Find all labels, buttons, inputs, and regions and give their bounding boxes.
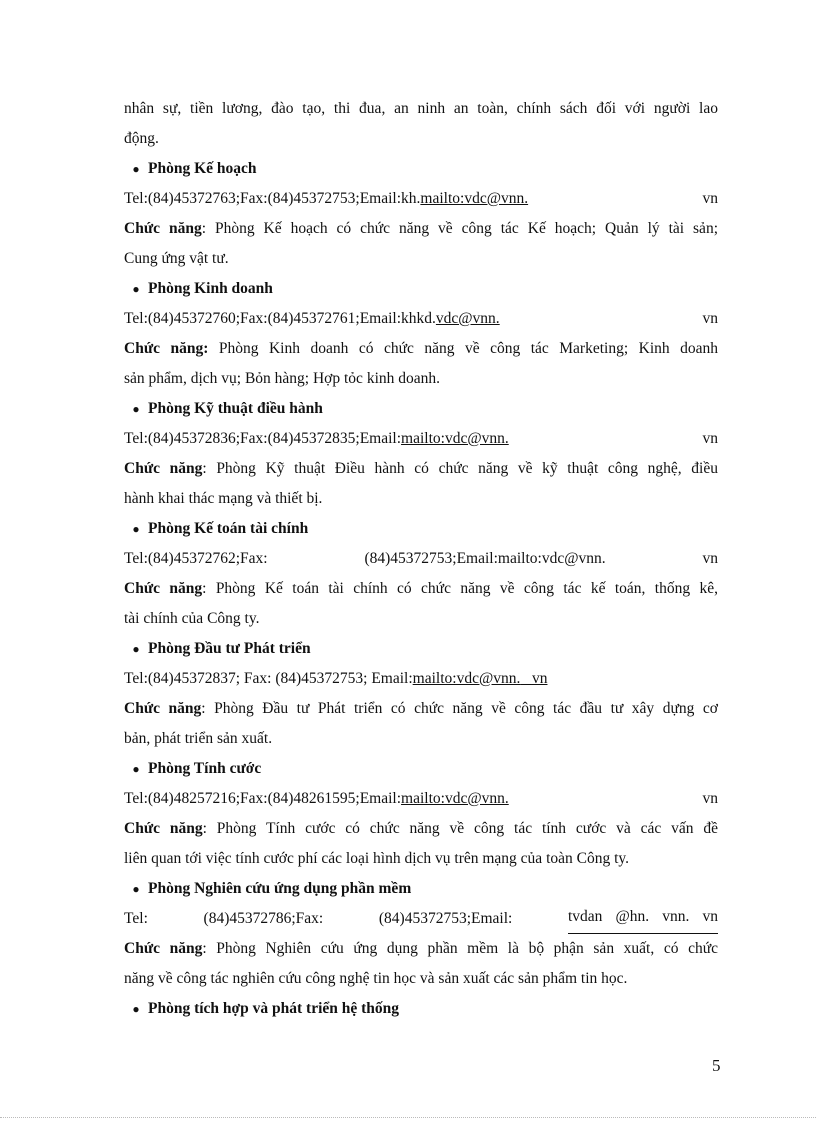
- function-text: Phòng Kinh doanh có chức năng về công tác Marketing; Kinh doanh: [208, 340, 718, 357]
- contact-suffix: vn: [702, 908, 718, 925]
- bullet-icon: ●: [132, 162, 140, 176]
- function-line-1: [124, 454, 718, 484]
- function-line-2: sản phẩm, dịch vụ; Bỏn hàng; Hợp tỏc kinh doanh.: [124, 370, 441, 387]
- contact-prefix: Tel:(84)45372760;Fax:(84)45372761;Email:khkd.: [124, 310, 436, 327]
- section-title: Phòng Đầu tư Phát triển: [148, 640, 311, 657]
- function-text: : Phòng Kế toán tài chính có chức năng về công tác kế toán, thống kê,: [202, 580, 718, 597]
- email-domain-1: @hn.: [615, 908, 650, 925]
- function-line-2: hành khai thác mạng và thiết bị.: [124, 490, 323, 507]
- function-label: Chức năng: [124, 220, 202, 237]
- email-link[interactable]: [413, 670, 548, 687]
- section-heading: [124, 154, 718, 184]
- function-text: : Phòng Kế hoạch có chức năng về công tác Kế hoạch; Quản lý tài sản;: [201, 220, 718, 237]
- function-label: Chức năng:: [124, 340, 209, 357]
- function-line-1: [124, 574, 718, 604]
- contact-email: (84)45372753;Email:mailto:vdc@vnn.: [364, 550, 606, 567]
- bullet-icon: ●: [132, 522, 140, 536]
- email-link[interactable]: vdc@vnn.: [435, 310, 500, 327]
- function-line-1: [124, 934, 718, 964]
- contact-line: [124, 304, 718, 334]
- function-label: Chức năng: [124, 700, 202, 717]
- contact-prefix: Tel:(84)48257216;Fax:(84)48261595;Email:: [124, 790, 402, 807]
- contact-line: [124, 904, 718, 934]
- contact-prefix: Tel:(84)45372836;Fax:(84)45372835;Email:: [124, 430, 402, 447]
- function-label: Chức năng: [124, 820, 203, 837]
- function-text: : Phòng Nghiên cứu ứng dụng phần mềm là bộ phận sản xuất, có chức: [202, 940, 718, 957]
- section-heading: [124, 994, 718, 1024]
- contact-text: [124, 784, 509, 814]
- bullet-icon: ●: [132, 762, 140, 776]
- page-bottom-divider: [0, 1117, 816, 1118]
- function-label: Chức năng: [124, 460, 203, 477]
- section-title: Phòng Kỹ thuật điều hành: [148, 400, 323, 417]
- contact-suffix: vn: [702, 430, 718, 447]
- email-user: tvdan: [568, 908, 603, 925]
- section-heading: [124, 874, 718, 904]
- function-text: : Phòng Tính cước có chức năng về công tác tính cước và các vấn đề: [202, 820, 718, 837]
- contact-prefix: Tel:(84)45372837; Fax: (84)45372753; Email:: [124, 670, 413, 687]
- intro-line-2: động.: [124, 130, 159, 147]
- section-heading: [124, 514, 718, 544]
- contact-line: [124, 784, 718, 814]
- section-heading: [124, 274, 718, 304]
- contact-suffix: vn: [702, 550, 718, 567]
- intro-line-1: nhân sự, tiền lương, đào tạo, thi đua, an ninh an toàn, chính sách đối với người lao: [124, 100, 718, 117]
- section-title: Phòng Kế toán tài chính: [148, 520, 309, 537]
- contact-line: [124, 184, 718, 214]
- email-link-text: mailto:vdc@vnn.: [412, 670, 521, 687]
- function-label: Chức năng: [124, 940, 203, 957]
- contact-tel: (84)45372786;Fax:: [203, 910, 324, 927]
- section-heading: [124, 394, 718, 424]
- email-domain-2: vnn.: [662, 908, 690, 925]
- function-text: : Phòng Đầu tư Phát triển có chức năng về công tác đầu tư xây dựng cơ: [201, 700, 718, 717]
- contact-line: [124, 664, 718, 694]
- section-heading: [124, 634, 718, 664]
- page-content: [124, 94, 718, 1024]
- contact-text: [124, 184, 528, 214]
- contact-line: [124, 544, 718, 574]
- function-label: Chức năng: [124, 580, 203, 597]
- contact-text: [124, 304, 500, 334]
- function-line-2: năng về công tác nghiên cứu công nghệ tin học và sản xuất các sản phẩm tin học.: [124, 970, 628, 987]
- bullet-icon: ●: [132, 882, 140, 896]
- email-link[interactable]: mailto:vdc@vnn.: [401, 790, 509, 807]
- section-title: Phòng Nghiên cứu ứng dụng phần mềm: [148, 880, 412, 897]
- contact-fax: (84)45372753;Email:: [378, 910, 513, 927]
- function-line-2: tài chính của Công ty.: [124, 610, 260, 627]
- contact-suffix: vn: [531, 670, 548, 687]
- function-line-1: [124, 814, 718, 844]
- contact-suffix: vn: [702, 310, 718, 327]
- bullet-icon: ●: [132, 642, 140, 656]
- section-title: Phòng Kinh doanh: [148, 280, 273, 297]
- contact-tel-label: Tel:: [124, 910, 148, 927]
- function-line-2: liên quan tới việc tính cước phí các loại hình dịch vụ trên mạng của toàn Công ty.: [124, 850, 630, 867]
- function-text: : Phòng Kỹ thuật Điều hành có chức năng về kỹ thuật công nghệ, điều: [202, 460, 718, 477]
- contact-suffix: vn: [702, 790, 718, 807]
- bullet-icon: ●: [132, 402, 140, 416]
- function-line-2: Cung ứng vật tư.: [124, 250, 229, 267]
- function-line-1: [124, 334, 718, 364]
- bullet-icon: ●: [132, 1002, 140, 1016]
- page-number: 5: [712, 1056, 721, 1075]
- section-title: Phòng tích hợp và phát triển hệ thống: [148, 1000, 400, 1017]
- contact-suffix: vn: [702, 190, 718, 207]
- email-link[interactable]: mailto:vdc@vnn.: [401, 430, 509, 447]
- contact-text: [124, 424, 509, 454]
- contact-prefix: Tel:(84)45372763;Fax:(84)45372753;Email:kh.: [124, 190, 421, 207]
- section-title: Phòng Tính cước: [148, 760, 262, 777]
- function-line-2: bản, phát triển sản xuất.: [124, 730, 273, 747]
- contact-prefix: Tel:(84)45372762;Fax:: [124, 550, 268, 567]
- email-link[interactable]: [568, 904, 718, 934]
- email-link[interactable]: mailto:vdc@vnn.: [420, 190, 529, 207]
- section-heading: [124, 754, 718, 784]
- function-line-1: [124, 694, 718, 724]
- section-title: Phòng Kế hoạch: [148, 160, 257, 177]
- function-line-1: [124, 214, 718, 244]
- bullet-icon: ●: [132, 282, 140, 296]
- contact-line: [124, 424, 718, 454]
